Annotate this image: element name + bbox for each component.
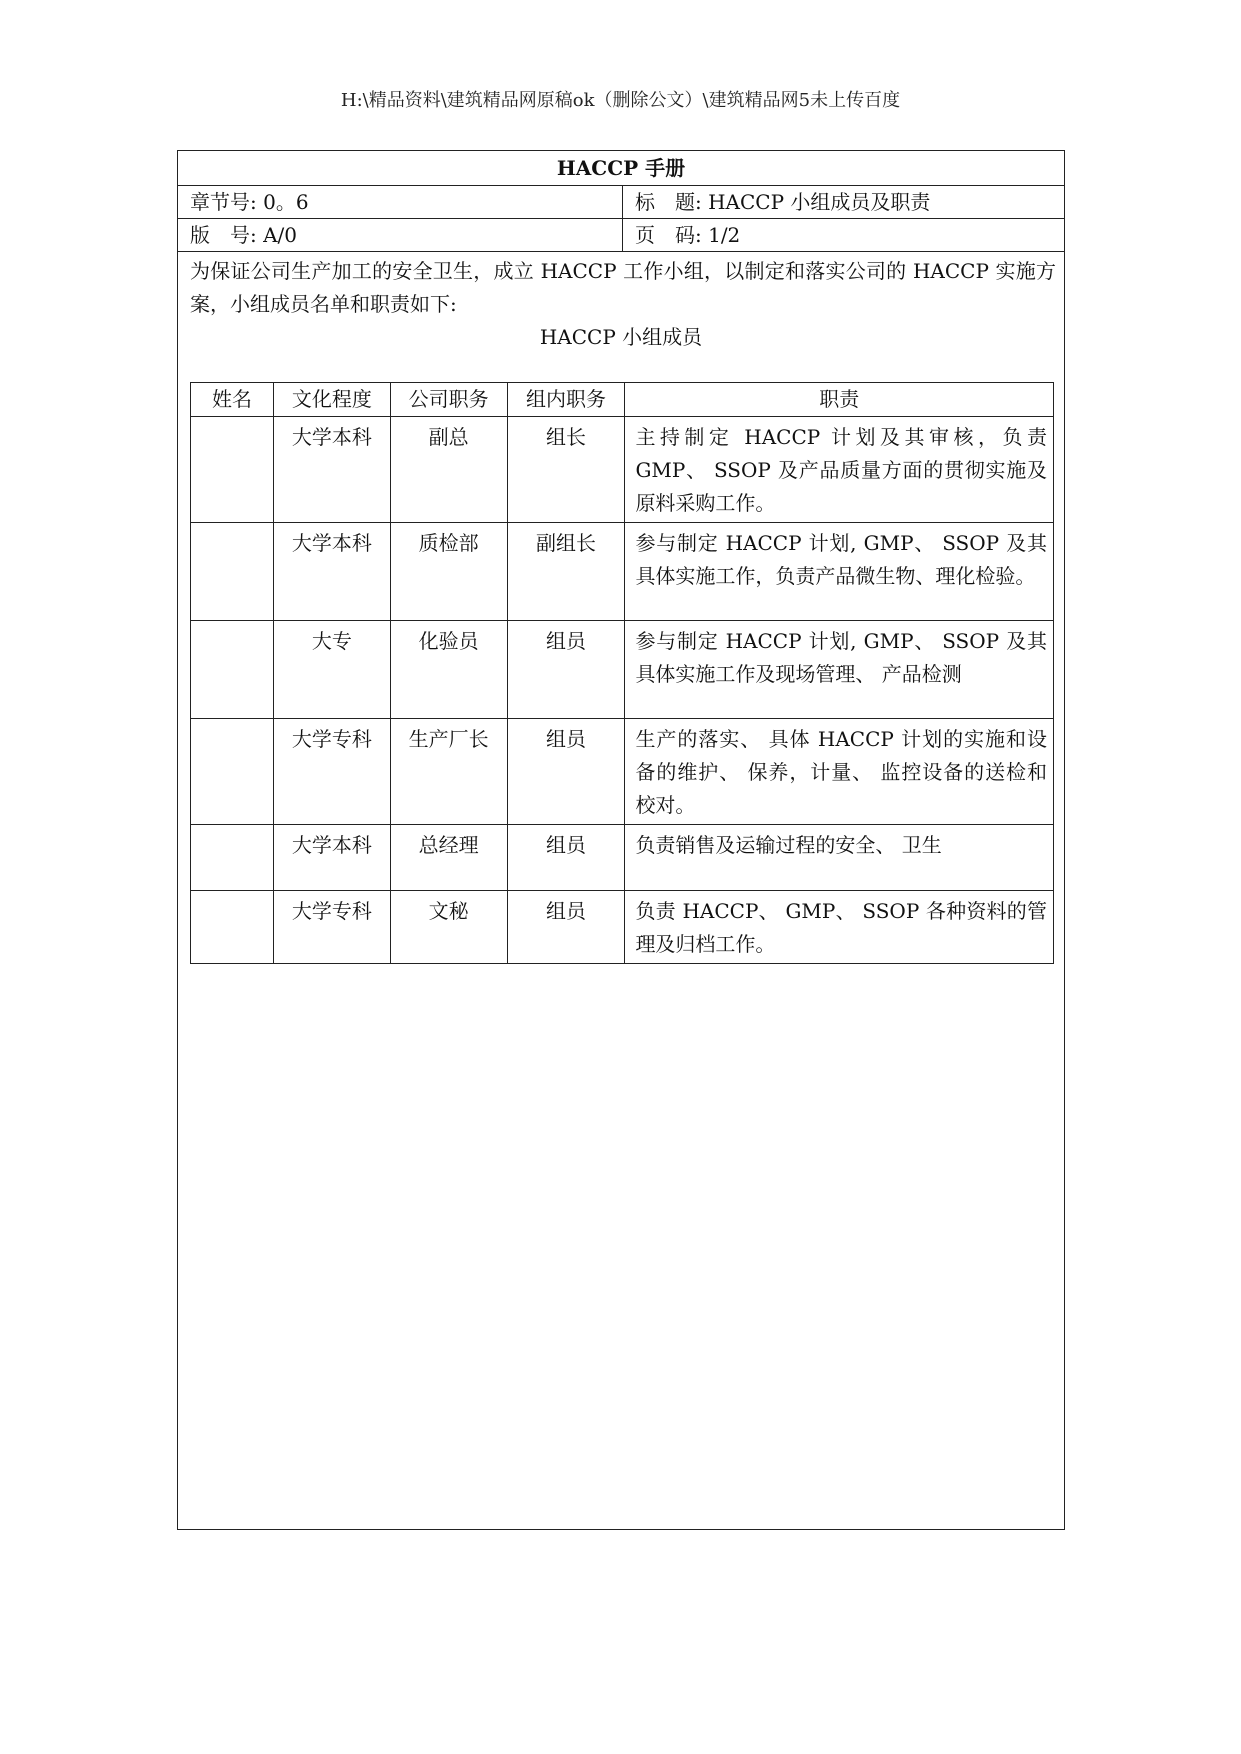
member-name bbox=[191, 621, 274, 719]
member-education: 大学本科 bbox=[273, 523, 390, 621]
member-duty: 生产的落实、 具体 HACCP 计划的实施和设备的维护、 保养，计量、 监控设备的送检和校对。 bbox=[625, 719, 1054, 825]
table-row bbox=[191, 825, 1054, 891]
version-number: 版 号: A/0 bbox=[190, 223, 298, 247]
member-education: 大学本科 bbox=[273, 417, 390, 523]
member-role: 组员 bbox=[507, 825, 625, 891]
member-education: 大学本科 bbox=[273, 825, 390, 891]
member-position: 生产厂长 bbox=[390, 719, 507, 825]
member-role: 组员 bbox=[507, 891, 625, 964]
members-table bbox=[190, 382, 1054, 964]
document-title: 标 题: HACCP 小组成员及职责 bbox=[622, 186, 1064, 218]
member-position: 副总 bbox=[390, 417, 507, 523]
header-position: 公司职务 bbox=[390, 383, 507, 417]
page-number: 页 码: 1/2 bbox=[622, 219, 1064, 251]
table-row bbox=[191, 621, 1054, 719]
member-education: 大专 bbox=[273, 621, 390, 719]
info-row-2 bbox=[178, 219, 1064, 252]
member-education: 大学专科 bbox=[273, 891, 390, 964]
member-name bbox=[191, 891, 274, 964]
table-row bbox=[191, 417, 1054, 523]
member-duty: 参与制定 HACCP 计划, GMP、 SSOP 及其具体实施工作，负责产品微生物、理化检验。 bbox=[625, 523, 1054, 621]
intro-paragraph: 为保证公司生产加工的安全卫生，成立 HACCP 工作小组，以制定和落实公司的 HACCP 实施方案，小组成员名单和职责如下: bbox=[190, 259, 1056, 316]
member-name bbox=[191, 825, 274, 891]
member-duty: 参与制定 HACCP 计划, GMP、 SSOP 及其具体实施工作及现场管理、 产品检测 bbox=[625, 621, 1054, 719]
table-row bbox=[191, 523, 1054, 621]
table-row bbox=[191, 719, 1054, 825]
member-position: 化验员 bbox=[390, 621, 507, 719]
header-name: 姓名 bbox=[191, 383, 274, 417]
file-path-header: H:\精品资料\建筑精品网原稿ok（删除公文）\建筑精品网5未上传百度 bbox=[340, 90, 901, 111]
member-position: 文秘 bbox=[390, 891, 507, 964]
member-name bbox=[191, 719, 274, 825]
member-role: 组员 bbox=[507, 719, 625, 825]
header-role: 组内职务 bbox=[507, 383, 625, 417]
header-duty: 职责 bbox=[625, 383, 1054, 417]
member-duty: 负责 HACCP、 GMP、 SSOP 各种资料的管理及归档工作。 bbox=[625, 891, 1054, 964]
member-name bbox=[191, 523, 274, 621]
member-duty: 主持制定 HACCP 计划及其审核，负责 GMP、 SSOP 及产品质量方面的贯彻实施及原料采购工作。 bbox=[625, 417, 1054, 523]
member-duty: 负责销售及运输过程的安全、 卫生 bbox=[625, 825, 1054, 891]
manual-page-frame bbox=[177, 150, 1065, 1530]
table-header-row bbox=[191, 383, 1054, 417]
member-role: 组长 bbox=[507, 417, 625, 523]
info-row-1 bbox=[178, 186, 1064, 219]
chapter-number: 章节号: 0。6 bbox=[190, 190, 309, 214]
table-row bbox=[191, 891, 1054, 964]
member-position: 总经理 bbox=[390, 825, 507, 891]
member-role: 组员 bbox=[507, 621, 625, 719]
header-education: 文化程度 bbox=[273, 383, 390, 417]
member-position: 质检部 bbox=[390, 523, 507, 621]
table-title: HACCP 小组成员 bbox=[539, 325, 703, 349]
member-name bbox=[191, 417, 274, 523]
member-education: 大学专科 bbox=[273, 719, 390, 825]
member-role: 副组长 bbox=[507, 523, 625, 621]
manual-title: HACCP 手册 bbox=[178, 151, 1064, 186]
